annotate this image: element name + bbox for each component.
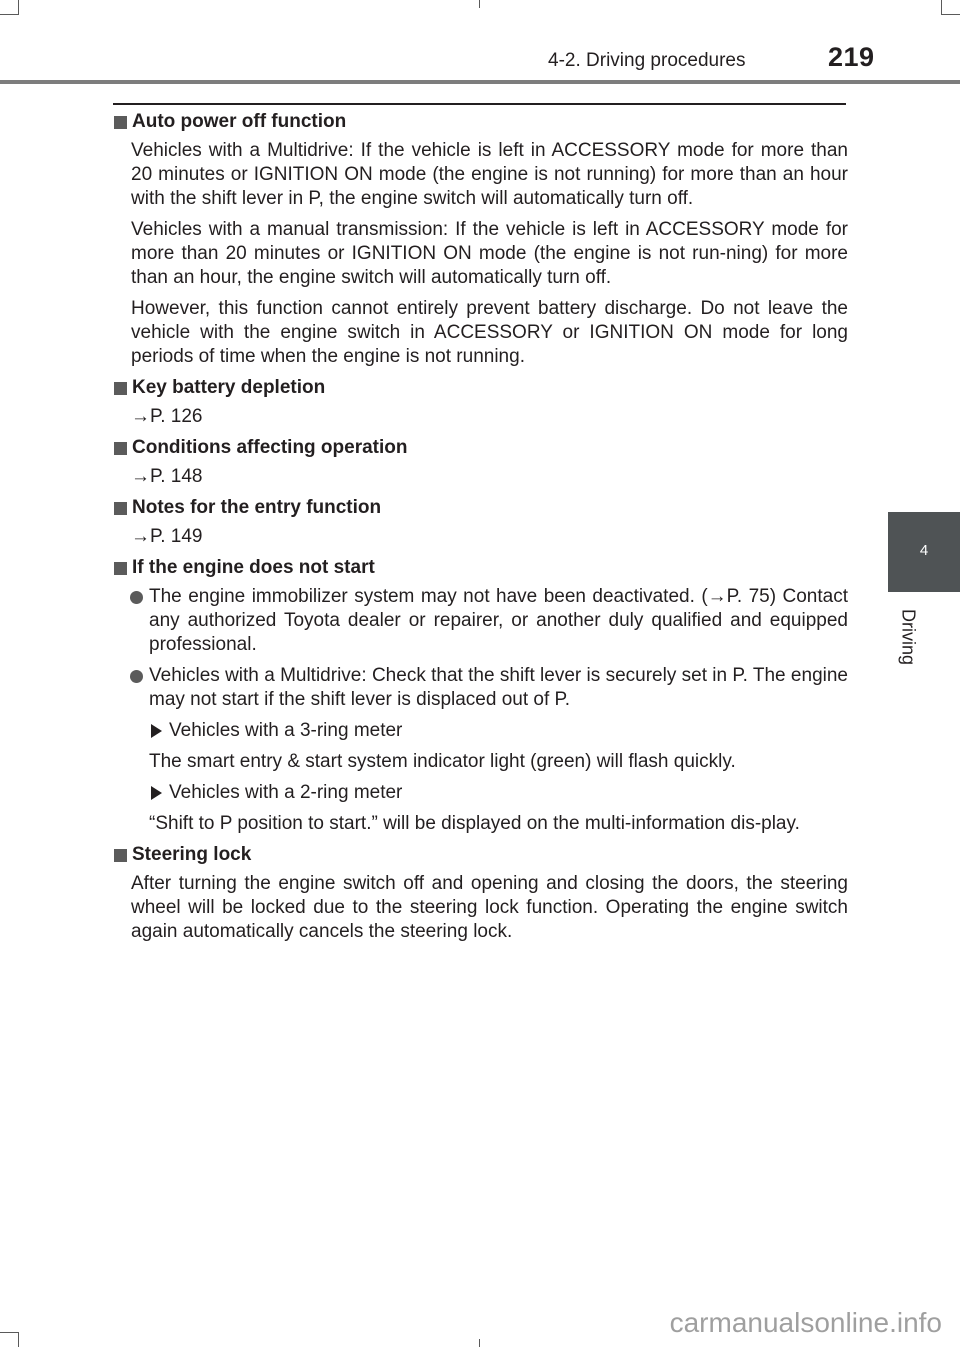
section-title: Auto power off function: [132, 111, 347, 132]
page-content: [113, 108, 848, 951]
crop-mark: [0, 14, 18, 15]
circle-bullet-icon: [130, 591, 143, 604]
section-heading: [113, 496, 848, 520]
section-heading: [113, 436, 848, 460]
square-bullet-icon: [114, 442, 127, 455]
section-key-battery-depletion: [113, 376, 848, 429]
square-bullet-icon: [114, 116, 127, 129]
crop-mark: [941, 0, 942, 15]
page-reference: →P. 126: [131, 406, 203, 427]
paragraph: Vehicles with a Multidrive: If the vehicle is left in ACCESSORY mode for more than 20 minutes or IGNITION ON mode (the engine is not running) for more than an hour with the shift lever in P, the engine switch will automatically turn off.: [131, 140, 848, 209]
section-steering-lock: [113, 843, 848, 944]
section-conditions-affecting-operation: [113, 436, 848, 489]
crop-mark: [0, 1332, 18, 1333]
square-bullet-icon: [114, 502, 127, 515]
paragraph: Vehicles with a manual transmission: If the vehicle is left in ACCESSORY mode for more than 20 minutes or IGNITION ON mode (the engine is not run-ning) for more than an hour, the engine switch will automatically turn off.: [131, 219, 848, 288]
page-reference: →P. 148: [131, 466, 203, 487]
chapter-label: [896, 604, 920, 670]
square-bullet-icon: [114, 562, 127, 575]
section-heading: [113, 556, 848, 580]
crop-mark: [18, 0, 19, 15]
section-engine-does-not-start: [113, 556, 848, 836]
crop-mark: [479, 1339, 480, 1347]
section-heading: [113, 376, 848, 400]
section-auto-power-off: [113, 110, 848, 369]
section-title: Notes for the entry function: [132, 497, 382, 518]
subitem-text: The smart entry & start system indicator light (green) will flash quickly.: [149, 751, 736, 772]
page-number: 219: [828, 42, 875, 72]
bullet-item: [149, 585, 848, 657]
crop-mark: [18, 1332, 19, 1347]
subitem-text: “Shift to P position to start.” will be displayed on the multi-information dis-play.: [149, 813, 800, 834]
square-bullet-icon: [114, 849, 127, 862]
crop-mark: [942, 14, 960, 15]
subitem-title: Vehicles with a 2-ring meter: [169, 782, 403, 803]
watermark-text: carmanualsonline.info: [669, 1307, 942, 1338]
section-title: Key battery depletion: [132, 377, 326, 398]
chapter-number: 4: [919, 542, 929, 559]
triangle-right-icon: [151, 724, 162, 738]
section-heading: [113, 843, 848, 867]
paragraph: After turning the engine switch off and opening and closing the doors, the steering wheel will be locked due to the steering lock function. Operating the engine switch again automatically cancels the steering lock.: [131, 873, 848, 942]
paragraph: However, this function cannot entirely prevent battery discharge. Do not leave the vehicle with the engine switch in ACCESSORY or IGNITION ON mode for long periods of time when the engine is not running.: [131, 298, 848, 367]
chapter-label-text: Driving: [898, 608, 919, 666]
section-notes-entry-function: [113, 496, 848, 549]
page-reference: →P. 149: [131, 526, 203, 547]
header-rule: [0, 80, 960, 84]
section-heading: [113, 110, 848, 134]
circle-bullet-icon: [130, 670, 143, 683]
square-bullet-icon: [114, 382, 127, 395]
chapter-tab: [888, 512, 960, 592]
subitem-heading: [149, 719, 848, 743]
bullet-item: [149, 664, 848, 712]
bullet-text: Vehicles with a Multidrive: Check that the shift lever is securely set in P. The engine may not start if the shift lever is displaced out of P.: [149, 665, 848, 710]
subitem-title: Vehicles with a 3-ring meter: [169, 720, 403, 741]
content-top-rule: [113, 103, 846, 105]
header-section-title: 4-2. Driving procedures: [548, 50, 746, 71]
bullet-text: The engine immobilizer system may not have been deactivated. (→P. 75) Contact any authorized Toyota dealer or repairer, or another duly qualified and equipped professional.: [149, 586, 848, 655]
section-title: If the engine does not start: [132, 557, 375, 578]
section-title: Conditions affecting operation: [132, 437, 408, 458]
subitem-heading: [149, 781, 848, 805]
crop-mark: [479, 0, 480, 8]
section-title: Steering lock: [132, 844, 252, 865]
triangle-right-icon: [151, 786, 162, 800]
